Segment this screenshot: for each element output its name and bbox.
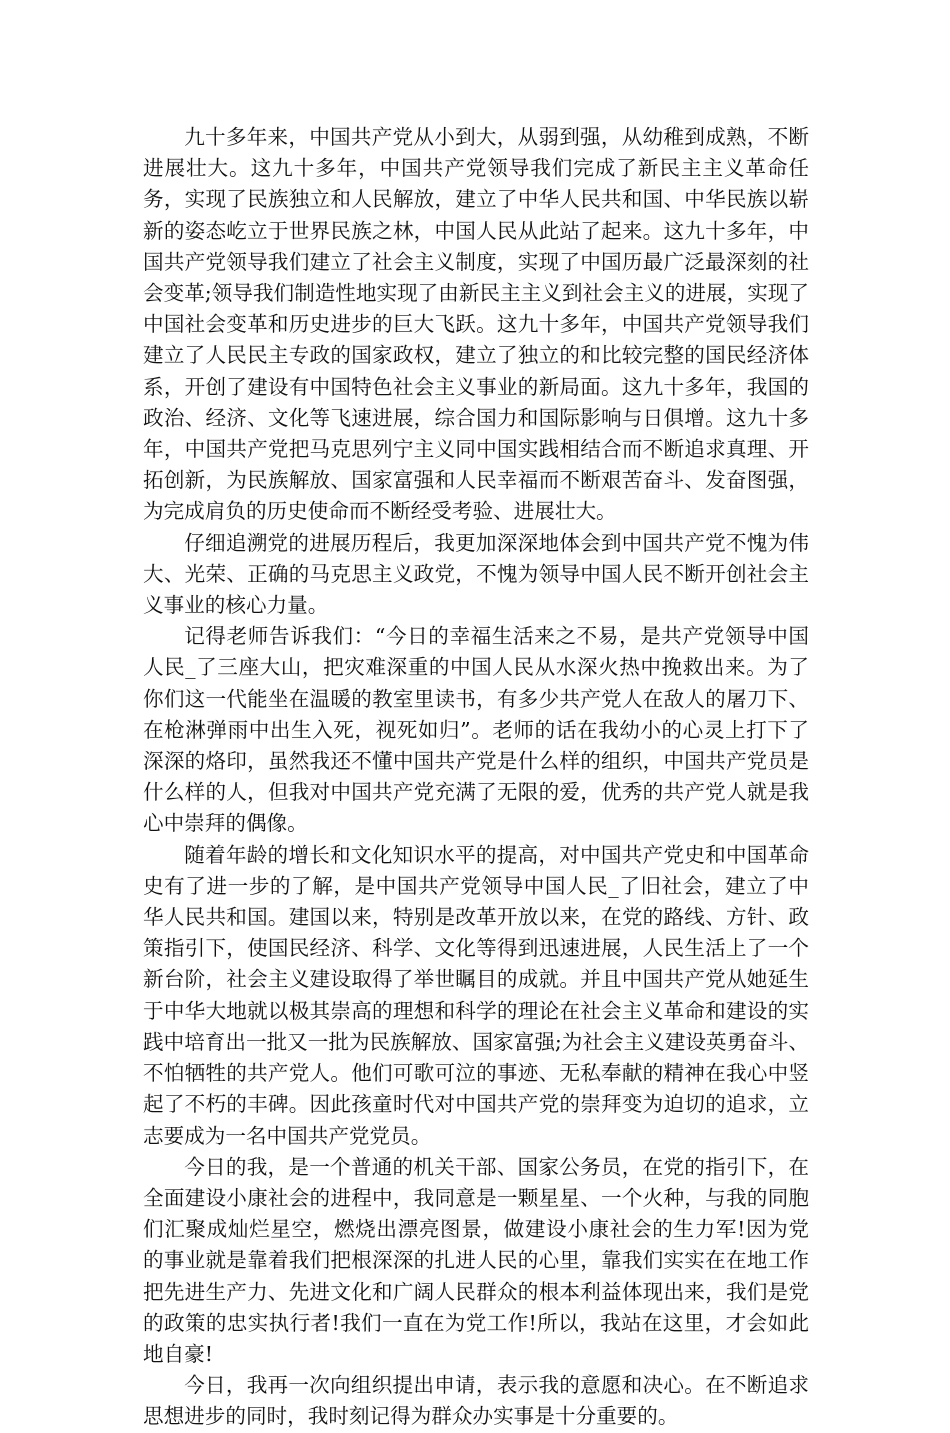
paragraph-1: 九十多年来，中国共产党从小到大，从弱到强，从幼稚到成熟，不断进展壮大。这九十多年，中国共产党领导我们完成了新民主主义革命任务，实现了民族独立和人民解放，建立了中华人民共和国、中华民族以崭新的姿态屹立于世界民族之林，中国人民从此站了起来。这九十多年，中国共产党领导我们建立了社会主义制度，实现了中国历最广泛最深刻的社会变革;领导我们制造性地实现了由新民主主义到社会主义的进展，实现了中国社会变革和历史进步的巨大飞跃。这九十多年，中国共产党领导我们建立了人民民主专政的国家政权，建立了独立的和比较完整的国民经济体系，开创了建设有中国特色社会主义事业的新局面。这九十多年，我国的政治、经济、文化等飞速进展，综合国力和国际影响与日俱增。这九十多年，中国共产党把马克思列宁主义同中国实践相结合而不断追求真理、开拓创新，为民族解放、国家富强和人民幸福而不断艰苦奋斗、发奋图强，为完成肩负的历史使命而不断经受考验、进展壮大。 [143,125,809,524]
document-body [143,122,809,1433]
paragraph-2: 仔细追溯党的进展历程后，我更加深深地体会到中国共产党不愧为伟大、光荣、正确的马克思主义政党，不愧为领导中国人民不断开创社会主义事业的核心力量。 [143,530,809,618]
paragraph-4: 随着年龄的增长和文化知识水平的提高，对中国共产党史和中国革命史有了进一步的了解，是中国共产党领导中国人民_了旧社会，建立了中华人民共和国。建国以来，特别是改革开放以来，在党的路线、方针、政策指引下，使国民经济、科学、文化等得到迅速进展，人民生活上了一个新台阶，社会主义建设取得了举世瞩目的成就。并且中国共产党从她延生于中华大地就以极其崇高的理想和科学的理论在社会主义革命和建设的实践中培育出一批又一批为民族解放、国家富强;为社会主义建设英勇奋斗、不怕牺牲的共产党人。他们可歌可泣的事迹、无私奉献的精神在我心中竖起了不朽的丰碑。因此孩童时代对中国共产党的崇拜变为迫切的追求，立志要成为一名中国共产党党员。 [143,842,809,1148]
paragraph-6: 今日，我再一次向组织提出申请，表示我的意愿和决心。在不断追求思想进步的同时，我时刻记得为群众办实事是十分重要的。 [143,1373,809,1429]
paragraph-5: 今日的我，是一个普通的机关干部、国家公务员，在党的指引下，在全面建设小康社会的进程中，我同意是一颗星星、一个火种，与我的同胞们汇聚成灿烂星空，燃烧出漂亮图景，做建设小康社会的生力军!因为党的事业就是靠着我们把根深深的扎进人民的心里，靠我们实实在在地工作把先进生产力、先进文化和广阔人民群众的根本利益体现出来，我们是党的政策的忠实执行者!我们一直在为党工作!所以，我站在这里，才会如此地自豪! [143,1154,809,1366]
paragraph-3: 记得老师告诉我们：“今日的幸福生活来之不易，是共产党领导中国人民_了三座大山，把灾难深重的中国人民从水深火热中挽救出来。为了你们这一代能坐在温暖的教室里读书，有多少共产党人在敌人的屠刀下、在枪淋弹雨中出生入死，视死如归”。老师的话在我幼小的心灵上打下了深深的烙印，虽然我还不懂中国共产党是什么样的组织，中国共产党员是什么样的人，但我对中国共产党充满了无限的爱，优秀的共产党人就是我心中崇拜的偶像。 [143,624,809,836]
